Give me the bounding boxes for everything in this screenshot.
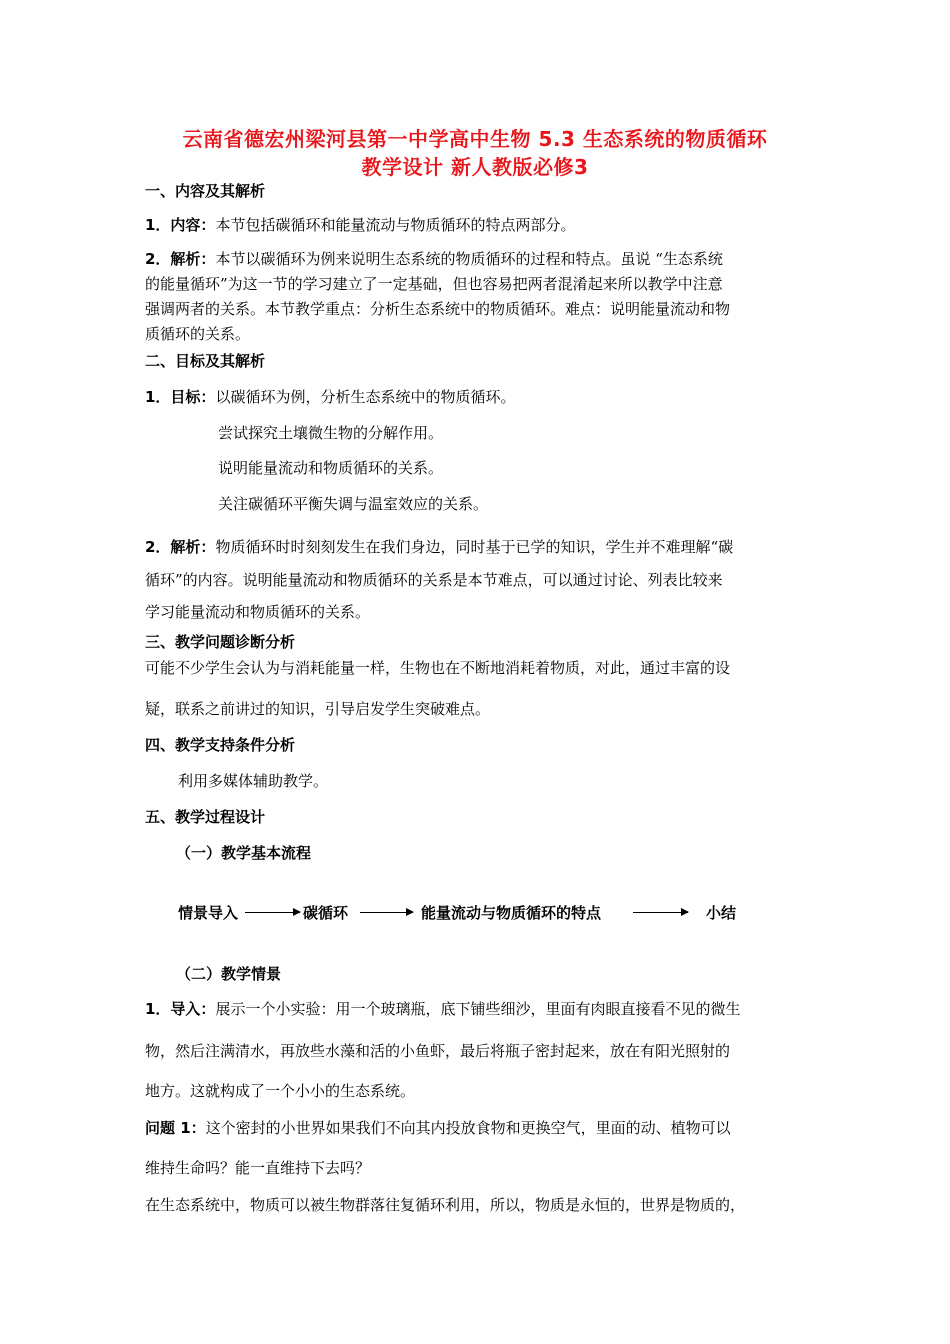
question-1-label: 问题 1：	[145, 1119, 206, 1137]
goal-item-3: 关注碳循环平衡失调与温室效应的关系。	[218, 495, 489, 513]
analysis-line-3: 强调两者的关系。本节教学重点：分析生态系统中的物质循环。难点：说明能量流动和物	[145, 300, 731, 318]
goal-paragraph	[145, 386, 810, 407]
analysis-line-2: 的能量循环”为这一节的学习建立了一定基础，但也容易把两者混淆起来所以教学中注意	[145, 275, 723, 293]
flow-step-4: 小结	[706, 904, 737, 922]
flow-step-2: 碳循环	[303, 904, 349, 922]
intro-line-3: 地方。这就构成了一个小小的生态系统。	[145, 1082, 416, 1100]
content-paragraph	[145, 214, 810, 235]
analysis-line-1: 2．解析：本节以碳循环为例来说明生态系统的物质循环的过程和特点。虽说 “生态系统	[145, 250, 723, 268]
goal-label: 1．目标：	[145, 388, 216, 406]
flow-step-3: 能量流动与物质循环的特点	[421, 904, 602, 922]
section-heading-goals: 二、目标及其解析	[145, 352, 266, 370]
goal-analysis-line-1: 2．解析：物质循环时时刻刻发生在我们身边，同时基于已学的知识，学生并不难理解“碳	[145, 538, 734, 556]
goal-analysis-label: 2．解析：	[145, 538, 216, 556]
subheading-basic-flow: （一）教学基本流程	[176, 844, 312, 862]
content-text: 本节包括碳循环和能量流动与物质循环的特点两部分。	[215, 216, 576, 234]
intro-label: 1．导入：	[145, 1000, 216, 1018]
goal-analysis-line-2: 循环”的内容。说明能量流动和物质循环的关系是本节难点，可以通过讨论、列表比较来	[145, 571, 723, 589]
analysis-line-4: 质循环的关系。	[145, 325, 251, 343]
section-heading-support: 四、教学支持条件分析	[145, 736, 296, 754]
intro-line-2: 物，然后注满清水，再放些水藻和活的小鱼虾，最后将瓶子密封起来，放在有阳光照射的	[145, 1042, 731, 1060]
flow-arrow-1	[245, 912, 300, 913]
analysis-label: 2．解析：	[145, 250, 216, 268]
closing-line: 在生态系统中，物质可以被生物群落往复循环利用，所以，物质是永恒的，世界是物质的，	[145, 1196, 746, 1214]
question-1-line-2: 维持生命吗？能一直维持下去吗？	[145, 1159, 371, 1177]
diagnosis-line-1: 可能不少学生会认为与消耗能量一样，生物也在不断地消耗着物质，对此，通过丰富的设	[145, 659, 731, 677]
flow-arrow-2	[360, 912, 413, 913]
section-heading-process: 五、教学过程设计	[145, 808, 266, 826]
flow-step-1: 情景导入	[178, 904, 239, 922]
goal-analysis-line-3: 学习能量流动和物质循环的关系。	[145, 603, 371, 621]
document-title-line-1: 云南省德宏州梁河县第一中学高中生物 5.3 生态系统的物质循环	[182, 127, 768, 151]
content-label: 1．内容：	[145, 216, 216, 234]
section-heading-diagnosis: 三、教学问题诊断分析	[145, 633, 296, 651]
question-1-line-1: 问题 1：这个密封的小世界如果我们不向其内投放食物和更换空气，里面的动、植物可以	[145, 1119, 731, 1137]
document-title-line-2: 教学设计 新人教版必修3	[361, 155, 589, 179]
flow-arrow-3	[633, 912, 688, 913]
diagnosis-line-2: 疑，联系之前讲过的知识，引导启发学生突破难点。	[145, 700, 491, 718]
teaching-flow-diagram	[0, 900, 950, 924]
goal-text: 以碳循环为例，分析生态系统中的物质循环。	[215, 388, 516, 406]
subheading-teaching-scene: （二）教学情景	[176, 965, 282, 983]
goal-item-2: 说明能量流动和物质循环的关系。	[218, 459, 444, 477]
intro-line-1: 1．导入：展示一个小实验：用一个玻璃瓶，底下铺些细沙，里面有肉眼直接看不见的微生	[145, 1000, 741, 1018]
section-heading-content: 一、内容及其解析	[145, 182, 266, 200]
support-text: 利用多媒体辅助教学。	[178, 772, 329, 790]
goal-item-1: 尝试探究土壤微生物的分解作用。	[218, 424, 444, 442]
